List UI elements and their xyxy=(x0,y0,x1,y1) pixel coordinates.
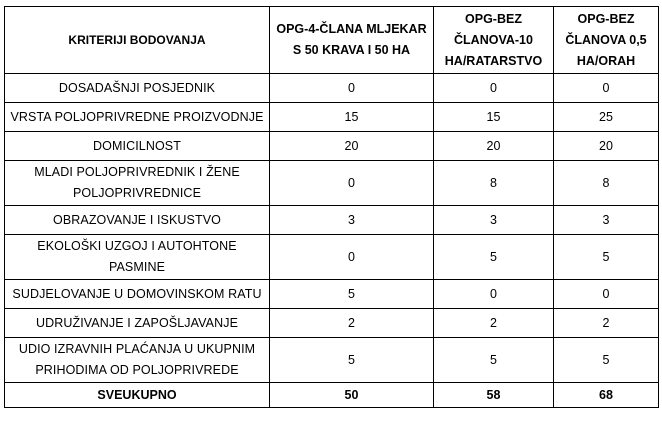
row-label: UDRUŽIVANJE I ZAPOŠLJAVANJE xyxy=(5,309,270,338)
cell-value: 8 xyxy=(434,161,554,206)
cell-value: 3 xyxy=(554,206,659,235)
table-row xyxy=(5,235,659,280)
table-container xyxy=(4,6,659,408)
scoring-criteria-table xyxy=(4,6,659,408)
cell-value: 8 xyxy=(554,161,659,206)
row-label: MLADI POLJOPRIVREDNIK I ŽENE POLJOPRIVREDNICE xyxy=(5,161,270,206)
row-label: UDIO IZRAVNIH PLAĆANJA U UKUPNIM PRIHODIMA OD POLJOPRIVREDE xyxy=(5,338,270,383)
table-row xyxy=(5,338,659,383)
header-opg-bez-clanova-0-5ha: OPG-BEZ ČLANOVA 0,5 HA/ORAH xyxy=(554,7,659,74)
cell-value: 5 xyxy=(434,338,554,383)
table-row xyxy=(5,161,659,206)
cell-value: 20 xyxy=(554,132,659,161)
cell-value: 2 xyxy=(270,309,434,338)
row-label: VRSTA POLJOPRIVREDNE PROIZVODNJE xyxy=(5,103,270,132)
cell-value: 3 xyxy=(434,206,554,235)
row-label: SUDJELOVANJE U DOMOVINSKOM RATU xyxy=(5,280,270,309)
header-opg-4-clana: OPG-4-ČLANA MLJEKAR S 50 KRAVA I 50 HA xyxy=(270,7,434,74)
cell-value: 0 xyxy=(434,280,554,309)
cell-value: 0 xyxy=(270,235,434,280)
cell-value: 3 xyxy=(270,206,434,235)
table-row xyxy=(5,132,659,161)
table-row xyxy=(5,74,659,103)
header-opg-bez-clanova-10ha: OPG-BEZ ČLANOVA-10 HA/RATARSTVO xyxy=(434,7,554,74)
table-row xyxy=(5,309,659,338)
table-row xyxy=(5,206,659,235)
cell-value: 15 xyxy=(434,103,554,132)
cell-value: 25 xyxy=(554,103,659,132)
header-criteria: KRITERIJI BODOVANJA xyxy=(5,7,270,74)
cell-value: 5 xyxy=(434,235,554,280)
total-label: SVEUKUPNO xyxy=(5,383,270,408)
cell-value: 0 xyxy=(434,74,554,103)
table-row xyxy=(5,280,659,309)
cell-value: 5 xyxy=(270,280,434,309)
row-label: EKOLOŠKI UZGOJ I AUTOHTONE PASMINE xyxy=(5,235,270,280)
cell-value: 5 xyxy=(270,338,434,383)
cell-value: 20 xyxy=(434,132,554,161)
cell-value: 5 xyxy=(554,338,659,383)
row-label: DOSADAŠNJI POSJEDNIK xyxy=(5,74,270,103)
cell-value: 0 xyxy=(554,74,659,103)
cell-value: 5 xyxy=(554,235,659,280)
cell-value: 0 xyxy=(270,74,434,103)
total-value: 58 xyxy=(434,383,554,408)
cell-value: 20 xyxy=(270,132,434,161)
cell-value: 15 xyxy=(270,103,434,132)
cell-value: 2 xyxy=(554,309,659,338)
total-value: 68 xyxy=(554,383,659,408)
total-value: 50 xyxy=(270,383,434,408)
row-label: DOMICILNOST xyxy=(5,132,270,161)
cell-value: 0 xyxy=(554,280,659,309)
row-label: OBRAZOVANJE I ISKUSTVO xyxy=(5,206,270,235)
table-row xyxy=(5,103,659,132)
cell-value: 2 xyxy=(434,309,554,338)
total-row xyxy=(5,383,659,408)
header-row xyxy=(5,7,659,74)
cell-value: 0 xyxy=(270,161,434,206)
